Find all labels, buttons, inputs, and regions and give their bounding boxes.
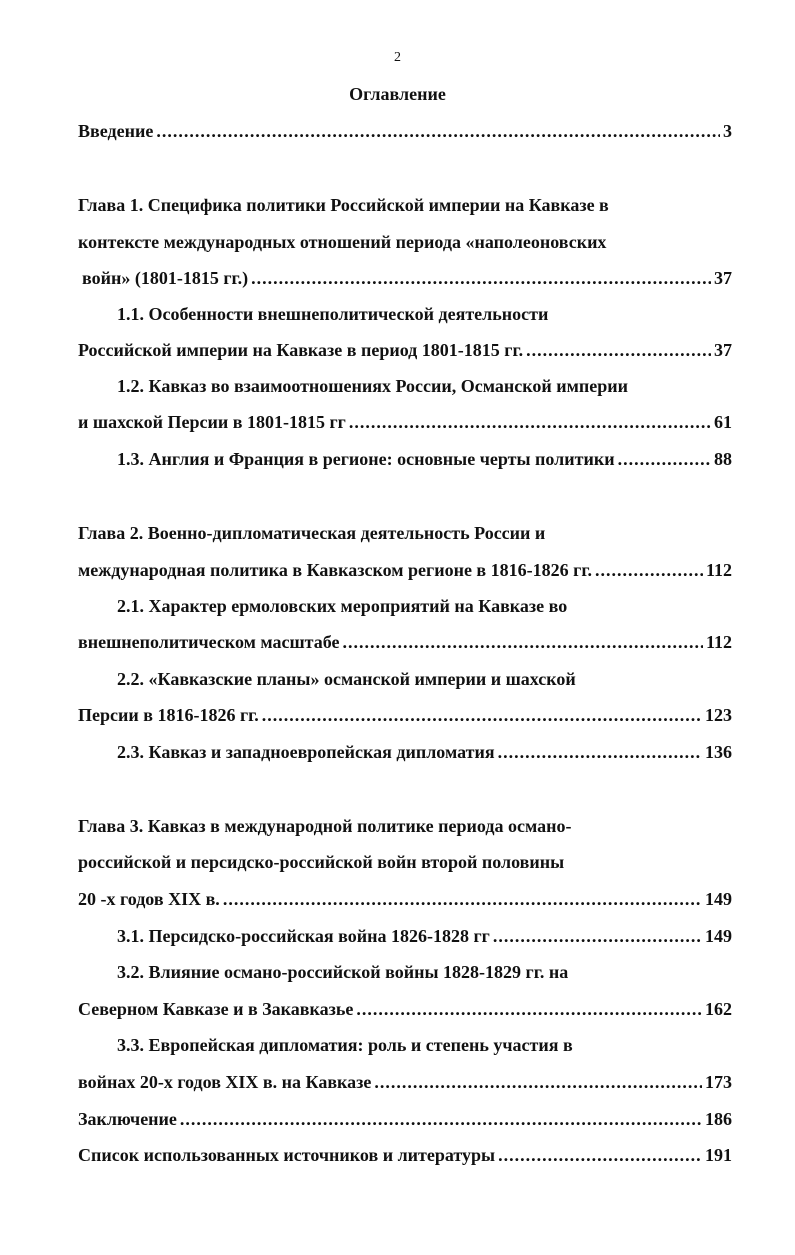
toc-entry-section-1-3[interactable] xyxy=(117,447,732,471)
toc-entry-text: Введение xyxy=(78,121,154,141)
toc-entry-text: и шахской Персии в 1801-1815 гг xyxy=(78,412,346,432)
toc-page-number: 149 xyxy=(705,889,732,909)
dot-leader xyxy=(156,119,720,143)
toc-entry-section-1-1[interactable] xyxy=(78,338,732,362)
toc-entry-text: Заключение xyxy=(78,1109,177,1129)
dot-leader xyxy=(349,410,711,434)
chapter-1-heading-line-2: контексте международных отношений периода «наполеоновских xyxy=(78,232,607,252)
toc-entry-chapter-2[interactable] xyxy=(78,558,732,582)
dot-leader xyxy=(343,630,703,654)
dot-leader xyxy=(595,558,703,582)
toc-page-number: 123 xyxy=(705,705,732,725)
section-1-1-line-1: 1.1. Особенности внешнеполитической деятельности xyxy=(117,304,549,324)
toc-page-number: 186 xyxy=(705,1109,732,1129)
dot-leader xyxy=(251,266,711,290)
toc-page-number: 162 xyxy=(705,999,732,1019)
toc-entry-text: Список использованных источников и литературы xyxy=(78,1145,496,1165)
toc-title: Оглавление xyxy=(349,84,446,104)
section-2-1-line-1: 2.1. Характер ермоловских мероприятий на Кавказе во xyxy=(117,596,568,616)
toc-entry-section-2-1[interactable] xyxy=(78,630,732,654)
dot-leader xyxy=(180,1107,702,1131)
toc-entry-text: международная политика в Кавказском регионе в 1816-1826 гг. xyxy=(78,560,592,580)
toc-entry-text: 1.3. Англия и Франция в регионе: основные черты политики xyxy=(117,449,615,469)
section-3-3-line-1: 3.3. Европейская дипломатия: роль и степень участия в xyxy=(117,1035,573,1055)
toc-entry-text: войн» (1801-1815 гг.) xyxy=(82,268,249,288)
dot-leader xyxy=(498,740,702,764)
toc-page-number: 61 xyxy=(714,412,732,432)
section-3-2-line-1: 3.2. Влияние османо-российской войны 1828-1829 гг. на xyxy=(117,962,569,982)
toc-page-number: 37 xyxy=(714,268,732,288)
toc-page-number: 37 xyxy=(714,340,732,360)
dot-leader xyxy=(223,887,702,911)
toc-page-number: 191 xyxy=(705,1145,732,1165)
toc-page-number: 112 xyxy=(705,560,732,580)
dot-leader xyxy=(526,338,711,362)
toc-entry-section-2-2[interactable] xyxy=(78,703,732,727)
dot-leader xyxy=(498,1143,702,1167)
toc-entry-intro[interactable] xyxy=(78,119,732,143)
chapter-3-heading-line-1: Глава 3. Кавказ в международной политике периода османо- xyxy=(78,816,572,836)
toc-entry-text: Персии в 1816-1826 гг. xyxy=(78,705,259,725)
toc-entry-text: 20 -х годов XIX в. xyxy=(78,889,220,909)
toc-page-number: 136 xyxy=(705,742,732,762)
chapter-1-heading-line-1: Глава 1. Специфика политики Российской империи на Кавказе в xyxy=(78,195,609,215)
dot-leader xyxy=(356,997,702,1021)
dot-leader xyxy=(618,447,711,471)
toc-entry-section-1-2[interactable] xyxy=(78,410,732,434)
toc-entry-conclusion[interactable] xyxy=(78,1107,732,1131)
section-2-2-line-1: 2.2. «Кавказские планы» османской империи и шахской xyxy=(117,669,576,689)
toc-entry-text: Северном Кавказе и в Закавказье xyxy=(78,999,354,1019)
chapter-2-heading-line-1: Глава 2. Военно-дипломатическая деятельность России и xyxy=(78,523,546,543)
toc-page-number: 3 xyxy=(723,121,732,141)
toc-page-number: 173 xyxy=(705,1072,732,1092)
section-1-2-line-1: 1.2. Кавказ во взаимоотношениях России, Османской империи xyxy=(117,376,628,396)
dot-leader xyxy=(374,1070,702,1094)
toc-entry-section-3-2[interactable] xyxy=(78,997,732,1021)
toc-entry-text: 2.3. Кавказ и западноевропейская дипломатия xyxy=(117,742,495,762)
toc-page-number: 149 xyxy=(705,926,732,946)
toc-entry-section-2-3[interactable] xyxy=(117,740,732,764)
toc-entry-chapter-3[interactable] xyxy=(78,887,732,911)
toc-entry-text: внешнеполитическом масштабе xyxy=(78,632,340,652)
toc-entry-text: Российской империи на Кавказе в период 1801-1815 гг. xyxy=(78,340,524,360)
toc-page-number: 112 xyxy=(705,632,732,652)
toc-entry-chapter-1[interactable] xyxy=(82,266,732,290)
toc-entry-text: 3.1. Персидско-российская война 1826-1828 гг xyxy=(117,926,490,946)
dot-leader xyxy=(262,703,702,727)
toc-entry-sources[interactable] xyxy=(78,1143,732,1167)
toc-entry-section-3-3[interactable] xyxy=(78,1070,732,1094)
dot-leader xyxy=(493,924,702,948)
toc-page-number: 88 xyxy=(714,449,732,469)
page-number: 2 xyxy=(394,50,401,65)
toc-entry-text: войнах 20-х годов XIX в. на Кавказе xyxy=(78,1072,372,1092)
toc-entry-section-3-1[interactable] xyxy=(117,924,732,948)
chapter-3-heading-line-2: российской и персидско-российской войн второй половины xyxy=(78,852,565,872)
